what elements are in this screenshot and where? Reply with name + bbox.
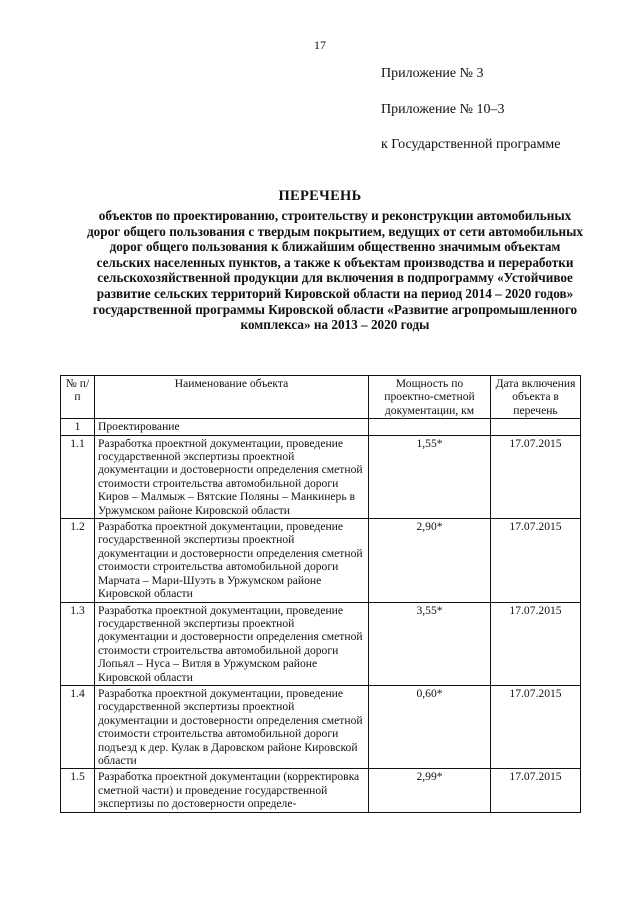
row-date: 17.07.2015 — [491, 685, 581, 768]
section-name: Проектирование — [95, 419, 369, 435]
table-row — [61, 519, 581, 602]
annex-line-2: Приложение № 10–3 — [381, 102, 505, 117]
annex-line-3: к Государственной программе — [381, 137, 561, 152]
row-date: 17.07.2015 — [491, 519, 581, 602]
row-number: 1.5 — [61, 769, 95, 812]
row-number: 1.4 — [61, 685, 95, 768]
row-date: 17.07.2015 — [491, 769, 581, 812]
row-capacity: 2,90* — [369, 519, 491, 602]
section-row — [61, 419, 581, 435]
row-name: Разработка проектной документации, проведение государственной экспертизы проектной документации и достоверности определения сметной стоимости строительства автомобильной дороги Киров – Малмыж – Вятские Поляны – Манкинерь в Уржумском районе Кировской области — [95, 435, 369, 518]
annex-line-1: Приложение № 3 — [381, 66, 484, 81]
table-row — [61, 685, 581, 768]
page-bottom-margin — [0, 858, 640, 905]
section-date — [491, 419, 581, 435]
document-title: ПЕРЕЧЕНЬ — [278, 188, 362, 204]
header-name: Наименование объекта — [95, 376, 369, 419]
row-number: 1.3 — [61, 602, 95, 685]
row-capacity: 3,55* — [369, 602, 491, 685]
row-name: Разработка проектной документации, проведение государственной экспертизы проектной документации и достоверности определения сметной стоимости строительства автомобильной дороги подъезд к дер. Кулак в Даровском районе Кировской области — [95, 685, 369, 768]
row-capacity: 1,55* — [369, 435, 491, 518]
table-header-row — [61, 376, 581, 419]
document-subtitle: объектов по проектированию, строительству и реконструкции автомобильных дорог общего пользования с твердым покрытием, ведущих от сети автомобильных дорог общего пользования к ближайшим общественно значимым объектам сельских населенных пунктов, а также к объектам производства и переработки сельскохозяйственной продукции для включения в подпрограмму «Устойчивое развитие сельских территорий Кировской области на период 2014 – 2020 годов» государственной программы Кировской области «Развитие агропромышленного комплекса» на 2013 – 2020 годы — [87, 208, 583, 333]
row-capacity: 2,99* — [369, 769, 491, 812]
row-name: Разработка проектной документации, проведение государственной экспертизы проектной документации и достоверности определения сметной стоимости строительства автомобильной дороги Лопьял – Нуса – Витля в Уржумском районе Кировской области — [95, 602, 369, 685]
row-capacity: 0,60* — [369, 685, 491, 768]
table-row — [61, 602, 581, 685]
header-capacity: Мощность по проектно-сметной документации, км — [369, 376, 491, 419]
section-number: 1 — [61, 419, 95, 435]
row-name: Разработка проектной документации, проведение государственной экспертизы проектной документации и достоверности определения сметной стоимости строительства автомобильной дороги Марчата – Мари-Шуэть в Уржумском районе Кировской области — [95, 519, 369, 602]
header-number: № п/п — [61, 376, 95, 419]
table-row — [61, 769, 581, 812]
objects-table — [60, 375, 581, 813]
row-name: Разработка проектной документации (корректировка сметной части) и проведение государственной экспертизы по достоверности определе- — [95, 769, 369, 812]
row-number: 1.1 — [61, 435, 95, 518]
section-capacity — [369, 419, 491, 435]
page-number: 17 — [314, 38, 326, 52]
row-date: 17.07.2015 — [491, 602, 581, 685]
row-date: 17.07.2015 — [491, 435, 581, 518]
table-row — [61, 435, 581, 518]
header-date: Дата включения объекта в перечень — [491, 376, 581, 419]
row-number: 1.2 — [61, 519, 95, 602]
